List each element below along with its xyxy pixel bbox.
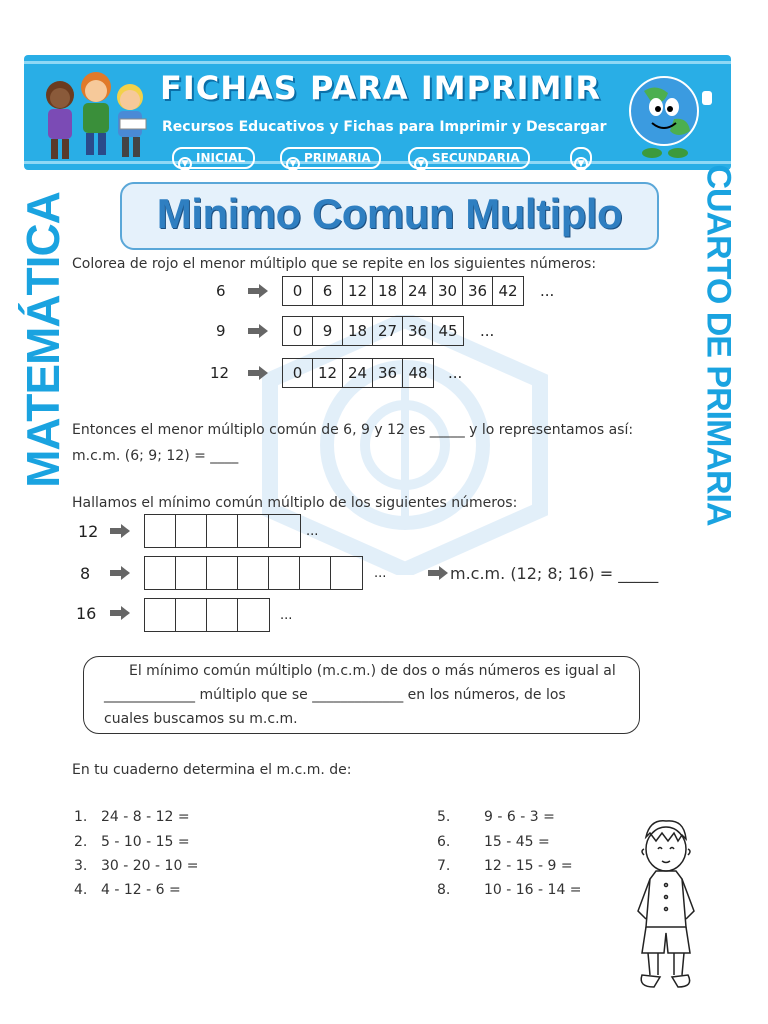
exercise-number: 5. — [437, 809, 451, 825]
row-label: 12 — [210, 364, 230, 382]
row-label: 6 — [216, 282, 226, 300]
ellipsis: ... — [480, 322, 495, 340]
header-banner — [24, 55, 731, 170]
ellipsis: ... — [306, 524, 319, 539]
exercise-expression: 30 - 20 - 10 = — [101, 858, 199, 874]
arrow-right-icon — [248, 324, 268, 338]
exercise-expression: 12 - 15 - 9 = — [484, 858, 573, 874]
exercise-number: 7. — [437, 858, 451, 874]
exercise-expression: 9 - 6 - 3 = — [484, 809, 555, 825]
cell[interactable]: 36 — [463, 277, 493, 305]
side-title-left: MATEMÁTICA — [17, 192, 69, 488]
exercise-number: 8. — [437, 882, 451, 898]
cell[interactable]: 0 — [283, 317, 313, 345]
answer-boxes-12[interactable] — [144, 514, 301, 548]
nav-primaria[interactable]: ▼ PRIMARIA — [280, 147, 381, 169]
page-title: Minimo Comun Multiplo — [156, 190, 623, 237]
cell[interactable]: 45 — [438, 322, 458, 340]
down-arrow-icon: ▼ — [286, 157, 300, 170]
cell[interactable]: 6 — [313, 277, 343, 305]
cell[interactable]: 18 — [373, 277, 403, 305]
cell[interactable]: 36 — [373, 359, 403, 387]
multiples-row-12 — [282, 358, 434, 388]
rule-line-2: _____________ múltiplo que se _____________ en los números, de los — [104, 687, 566, 703]
rule-line-3: cuales buscamos su m.c.m. — [104, 711, 298, 727]
cell[interactable]: 12 — [313, 359, 343, 387]
multiples-row-6 — [282, 276, 524, 306]
exercise-expression: 4 - 12 - 6 = — [101, 882, 181, 898]
cell[interactable]: 24 — [403, 277, 433, 305]
exercise-number: 4. — [74, 882, 88, 898]
instruction-1: Colorea de rojo el menor múltiplo que se repite en los siguientes números: — [72, 256, 597, 272]
arrow-right-icon — [110, 566, 130, 580]
side-title-right: CUARTO DE PRIMARIA — [699, 164, 738, 526]
ellipsis: ... — [374, 566, 387, 581]
title-box — [120, 182, 659, 250]
row-label: 9 — [216, 322, 226, 340]
nav-more[interactable] — [570, 147, 592, 169]
row-label: 12 — [78, 522, 99, 541]
arrow-right-icon — [428, 566, 448, 580]
boy-illustration — [620, 815, 710, 1000]
kids-illustration — [38, 65, 156, 165]
instruction-2: Hallamos el mínimo común múltiplo de los siguientes números: — [72, 495, 518, 511]
ellipsis: ... — [280, 608, 293, 623]
mcm-result: m.c.m. (12; 8; 16) = _____ — [450, 564, 659, 583]
arrow-right-icon — [110, 606, 130, 620]
exercise-expression: 5 - 10 - 15 = — [101, 834, 190, 850]
exercise-number: 1. — [74, 809, 88, 825]
globe-mascot-icon — [616, 69, 726, 164]
multiples-row-9 — [282, 316, 464, 346]
down-arrow-icon: ▼ — [414, 157, 428, 170]
rule-box — [83, 656, 640, 734]
exercises-instruction: En tu cuaderno determina el m.c.m. de: — [72, 762, 352, 778]
cell[interactable]: 36 — [403, 317, 433, 345]
exercise-expression: 15 - 45 = — [484, 834, 550, 850]
cell[interactable]: 48 — [408, 364, 428, 382]
cell[interactable]: 24 — [343, 359, 373, 387]
arrow-right-icon — [248, 366, 268, 380]
banner-subtitle: Recursos Educativos y Fichas para Imprimir y Descargar — [162, 119, 607, 135]
cell[interactable]: 18 — [343, 317, 373, 345]
ellipsis: ... — [540, 282, 555, 300]
exercise-number: 6. — [437, 834, 451, 850]
cell[interactable]: 42 — [498, 282, 518, 300]
rule-line-1: El mínimo común múltiplo (m.c.m.) de dos o más números es igual al — [129, 663, 616, 679]
arrow-right-icon — [248, 284, 268, 298]
exercise-expression: 10 - 16 - 14 = — [484, 882, 582, 898]
arrow-right-icon — [110, 524, 130, 538]
down-arrow-icon: ▼ — [574, 157, 588, 170]
cell[interactable]: 30 — [433, 277, 463, 305]
conclusion-line-2: m.c.m. (6; 9; 12) = ____ — [72, 448, 239, 464]
row-label: 8 — [80, 564, 91, 583]
answer-boxes-16[interactable] — [144, 598, 270, 632]
ellipsis: ... — [448, 364, 463, 382]
cell[interactable]: 0 — [283, 359, 313, 387]
exercise-number: 3. — [74, 858, 88, 874]
cell[interactable]: 9 — [313, 317, 343, 345]
conclusion-line-1: Entonces el menor múltiplo común de 6, 9 y 12 es _____ y lo representamos así: — [72, 422, 634, 438]
banner-title: FICHAS PARA IMPRIMIR — [160, 69, 601, 107]
row-label: 16 — [76, 604, 97, 623]
cell[interactable]: 27 — [373, 317, 403, 345]
nav-inicial[interactable]: ▼ INICIAL — [172, 147, 255, 169]
exercise-number: 2. — [74, 834, 88, 850]
watermark-logo — [260, 315, 550, 575]
cell[interactable]: 12 — [343, 277, 373, 305]
cell[interactable]: 0 — [283, 277, 313, 305]
down-arrow-icon: ▼ — [178, 157, 192, 170]
nav-secundaria[interactable]: ▼ SECUNDARIA — [408, 147, 530, 169]
exercise-expression: 24 - 8 - 12 = — [101, 809, 190, 825]
answer-boxes-8[interactable] — [144, 556, 363, 590]
